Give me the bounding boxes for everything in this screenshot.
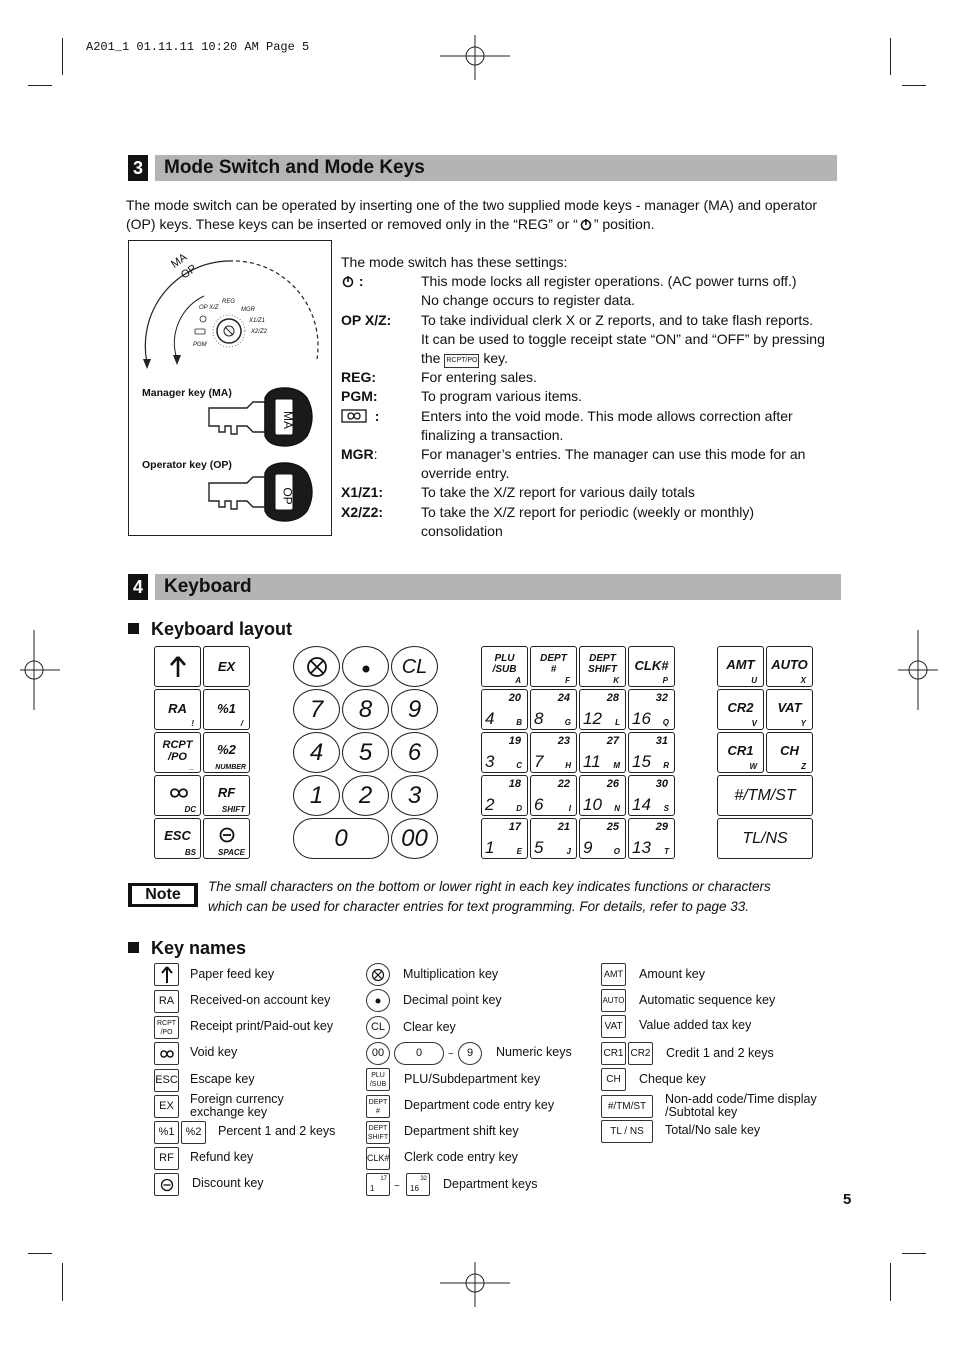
key-name: Cheque key [639,1072,706,1086]
key-name: PLU/Subdepartment key [404,1072,541,1086]
section-header-bar [155,574,841,600]
tl-ns-key-icon: TL / NS [601,1120,653,1143]
crop-mark [28,1253,52,1254]
plu-sub-key[interactable]: PLU /SUB A [481,646,528,687]
pos-label-x2z2: X2/Z2 [251,329,268,335]
dept-key-upper-number: 22 [557,778,570,790]
multiply-icon [306,656,328,678]
pos-label-reg: REG [222,299,236,305]
dept-key-number: 7 [534,752,544,771]
dept-key-upper-number: 18 [508,778,521,790]
page-number: 5 [843,1191,852,1208]
tl-ns-key[interactable]: TL/NS [717,818,813,859]
bullet-icon [128,942,139,953]
numeric-key[interactable]: 1 [293,775,340,816]
department-key[interactable] [481,689,528,730]
key-name: Percent 1 and 2 keys [218,1124,336,1138]
dept-key-upper-number: 21 [557,821,570,833]
paper-feed-key[interactable] [154,646,201,687]
pos-label-mgr: MGR [241,307,255,313]
note-text: The small characters on the bottom or lower right in each key indicates functions or characters which can be used for character entries for text programming. For details, refer to page 33. [208,879,771,914]
department-key[interactable] [530,775,577,816]
power-off-icon [341,275,355,288]
numeric-key[interactable]: 7 [293,689,340,730]
dept-key-upper-number: 19 [508,735,521,747]
percent-1-key-icon: %1 [154,1121,179,1144]
department-key[interactable] [628,732,675,773]
dept-key-letter: R [663,761,669,770]
pos-label-x1z1: X1/Z1 [249,318,266,324]
dept-key-letter: D [516,804,522,813]
dept-key-number: 11 [583,752,601,771]
section-title: Mode Switch and Mode Keys [164,157,425,178]
tm-st-key-icon: #/TM/ST [601,1095,653,1118]
arc-label-ma: MA [169,251,190,271]
crop-mark [28,85,52,86]
registration-mark [435,35,515,80]
key-names-title: Key names [128,938,246,959]
dept-key-number: 15 [632,752,651,771]
key-name: Automatic sequence key [639,993,776,1007]
dept-key-number: 9 [583,838,593,857]
setting-row: REG: For entering sales. [341,369,537,386]
key-name: Clerk code entry key [404,1150,518,1164]
setting-row: PGM: To program various items. [341,388,583,405]
key-name: Non-add code/Time display /Subtotal key [665,1092,817,1119]
intro-line: (OP) keys. These keys can be inserted or removed only in the “REG” or “ ” position. [126,216,655,232]
key-name: Department shift key [404,1124,519,1138]
esc-key-icon: ESC [154,1069,179,1092]
dept-key-upper-number: 20 [508,692,521,704]
plu-sub-key-icon: PLU /SUB [366,1068,390,1091]
setting-row: : Enters into the void mode. This mode allows correction after finalizing a transaction. [341,407,841,445]
crop-mark [890,1263,891,1301]
dept-key-letter: G [564,718,571,727]
mode-settings-list [341,253,841,541]
key-name: Paper feed key [190,967,275,981]
cr2-key[interactable]: CR2 V [717,689,764,730]
key-name: Void key [190,1045,238,1059]
decimal-point-key-icon [366,989,390,1012]
minus-circle-icon [160,1178,174,1192]
ch-key[interactable]: CH Z [766,732,813,773]
department-key[interactable] [481,732,528,773]
key-name: Department code entry key [404,1098,555,1112]
rf-key[interactable]: RF SHIFT [203,775,250,816]
section-title: Keyboard [164,576,252,597]
auto-key[interactable]: AUTO X [766,646,813,687]
dept-key-number: 10 [583,795,602,814]
dept-key-1-icon: 17 1 [366,1173,390,1196]
rcpt-po-key-icon: RCPT /PO [154,1016,179,1039]
intro-line: The mode switch can be operated by inserting one of the two supplied mode keys - manager (MA) and operator [126,197,818,213]
dept-key-letter: J [566,847,571,856]
keyboard-layout-title: Keyboard layout [128,619,292,640]
dept-key-letter: C [516,761,522,770]
crop-mark [890,38,891,75]
dept-key-16-icon: 32 16 [406,1173,430,1196]
setting-row: OP X/Z: To take individual clerk X or Z reports, and to take flash reports. It can be used to toggle receipt state “ON” and “OFF” by pressing the RCPT/PO key. [341,311,825,367]
dept-key-upper-number: 29 [655,821,668,833]
multiplication-key-icon [366,963,390,986]
dept-key-letter: T [664,847,669,856]
amt-key-icon: AMT [601,963,626,986]
mode-arc-diagram [129,241,333,391]
key-name: Foreign currency exchange key [190,1092,284,1119]
vat-key-icon: VAT [601,1015,626,1038]
department-key[interactable] [579,732,626,773]
cr1-key[interactable]: CR1 W [717,732,764,773]
dept-key-letter: O [613,847,620,856]
settings-intro: The mode switch has these settings: [341,254,568,270]
dot-icon [361,664,371,674]
ex-key-icon: EX [154,1095,179,1118]
numeric-key[interactable]: 2 [342,775,389,816]
department-key[interactable] [530,818,577,859]
section-number: 4 [128,574,148,600]
multiply-icon [371,968,385,982]
clear-key-icon: CL [366,1016,390,1039]
key-name: Amount key [639,967,706,981]
ch-key-icon: CH [601,1068,626,1091]
key-name: Total/No sale key [665,1123,761,1137]
dept-key-upper-number: 23 [557,735,570,747]
ma-tag: MA [281,411,295,429]
dept-key-number: 5 [534,838,544,857]
dept-key-upper-number: 24 [557,692,570,704]
dept-key-letter: B [516,718,522,727]
mode-switch-diagram [128,240,332,536]
dept-key-upper-number: 17 [508,821,521,833]
numeric-key[interactable]: 8 [342,689,389,730]
registration-mark [435,1262,515,1307]
key-name: Numeric keys [496,1045,572,1059]
crop-mark [62,38,63,75]
operator-key-label: Operator key (OP) [142,459,232,471]
key-name: Discount key [192,1176,264,1190]
key-name: Multiplication key [403,967,499,981]
ra-key[interactable]: RA ! [154,689,201,730]
department-key[interactable] [579,775,626,816]
dept-key-letter: H [565,761,571,770]
key-name: Decimal point key [403,993,502,1007]
dept-key-letter: N [614,804,620,813]
key-name: Escape key [190,1072,255,1086]
percent-2-key-icon: %2 [181,1121,206,1144]
discount-key-icon [154,1173,179,1196]
clerk-code-key[interactable]: CLK# P [628,646,675,687]
department-key[interactable] [628,689,675,730]
numeric-key[interactable]: 4 [293,732,340,773]
up-arrow-icon [160,966,174,984]
setting-row: X2/Z2: To take the X/Z report for periodic (weekly or monthly) consolidation [341,503,755,539]
dot-icon [374,997,382,1005]
dept-key-number: 14 [632,795,651,814]
department-key[interactable] [530,732,577,773]
department-key[interactable] [628,775,675,816]
pos-label-pgm: PGM [193,342,207,348]
rf-key-icon: RF [154,1147,179,1170]
clerk-code-key-icon: CLK# [366,1147,390,1170]
dept-key-letter: I [568,804,571,813]
registration-mark [898,630,938,710]
key-name: Received-on account key [190,993,331,1007]
tm-st-key[interactable]: #/TM/ST [717,775,813,816]
vat-key[interactable]: VAT Y [766,689,813,730]
decimal-point-key[interactable] [342,646,389,687]
void-key[interactable]: DC [154,775,201,816]
ex-key[interactable]: EX [203,646,250,687]
department-key[interactable] [530,689,577,730]
setting-row: X1/Z1: To take the X/Z report for various daily totals [341,484,695,501]
dept-key-number: 12 [583,709,602,728]
manager-key-label: Manager key (MA) [142,387,232,399]
arc-label-op: OP [178,262,199,282]
dept-shift-key-icon: DEPT SHIFT [366,1121,390,1144]
department-key[interactable] [579,689,626,730]
crop-mark [902,1253,926,1254]
numeric-key[interactable]: 6 [391,732,438,773]
numeric-key[interactable]: 9 [391,689,438,730]
paper-feed-icon [168,655,188,679]
double-zero-key-icon: 00 [366,1042,390,1065]
dept-code-key[interactable]: DEPT # F [530,646,577,687]
dept-code-key-icon: DEPT # [366,1095,390,1118]
cr1-key-icon: CR1 [601,1042,626,1065]
dept-key-upper-number: 30 [655,778,668,790]
dept-key-number: 2 [485,795,495,814]
dept-key-number: 16 [632,709,651,728]
dept-key-upper-number: 25 [606,821,619,833]
range-tilde: ~ [394,1181,400,1192]
dept-key-upper-number: 28 [606,692,619,704]
power-off-icon [578,218,594,231]
section-number: 3 [128,155,148,181]
multiplication-key[interactable] [293,646,340,687]
void-icon [158,1048,176,1060]
dept-key-letter: M [613,761,620,770]
range-tilde: ~ [448,1049,454,1060]
setting-row: MGR: For manager’s entries. The manager can use this mode for an override entry. [341,446,806,482]
dept-key-upper-number: 31 [655,735,668,747]
dept-key-upper-number: 27 [606,735,619,747]
discount-key[interactable]: SPACE [203,818,250,859]
department-key[interactable] [481,775,528,816]
dept-key-number: 6 [534,795,544,814]
zero-key-icon: 0 [394,1042,444,1065]
crop-mark [902,85,926,86]
manager-key-icon [207,386,327,448]
operator-key-icon [207,461,327,523]
numeric-key[interactable]: 5 [342,732,389,773]
percent-2-key[interactable]: %2 NUMBER [203,732,250,773]
void-mode-icon [341,409,367,423]
department-key[interactable] [628,818,675,859]
note-badge: Note [128,883,198,907]
key-name: Credit 1 and 2 keys [666,1046,774,1060]
auto-key-icon: AUTO [601,989,626,1012]
void-icon [168,786,190,800]
dept-key-number: 4 [485,709,495,728]
dept-key-upper-number: 32 [655,692,668,704]
key-name: Value added tax key [639,1018,752,1032]
dept-key-letter: E [516,847,522,856]
dept-key-upper-number: 26 [606,778,619,790]
intro-paragraph [126,196,846,234]
dept-key-number: 3 [485,752,495,771]
amt-key[interactable]: AMT U [717,646,764,687]
paper-feed-key-icon [154,963,179,986]
rcpt-po-key[interactable]: RCPT /PO _ [154,732,201,773]
department-key[interactable] [481,818,528,859]
numeric-key[interactable]: 3 [391,775,438,816]
setting-row: : This mode locks all register operations. (AC power turns off.) No change occurs to register data. [341,272,841,310]
key-name: Refund key [190,1150,254,1164]
numeric-key-zero[interactable]: 0 [293,818,389,859]
clear-key[interactable]: CL [391,646,438,687]
bullet-icon [128,623,139,634]
department-key[interactable] [579,818,626,859]
dept-key-letter: L [615,718,620,727]
pos-label-opxz: OP X/Z [199,305,219,311]
void-key-icon [154,1042,179,1065]
minus-circle-icon [219,827,235,843]
nine-key-icon: 9 [458,1042,482,1065]
crop-mark [62,1263,63,1301]
op-tag: OP [280,487,295,505]
percent-1-key[interactable]: %1 / [203,689,250,730]
ra-key-icon: RA [154,990,179,1013]
dept-shift-key[interactable]: DEPT SHIFT K [579,646,626,687]
dept-key-number: 1 [485,838,495,857]
dept-key-number: 13 [632,838,651,857]
dept-key-number: 8 [534,709,544,728]
key-name: Department keys [443,1177,538,1191]
cr2-key-icon: CR2 [628,1042,653,1065]
numeric-key-double-zero[interactable]: 00 [391,818,438,859]
registration-mark [20,630,60,710]
key-name: Clear key [403,1020,456,1034]
rcpt-po-key-icon: RCPT/PO [444,354,479,368]
esc-key[interactable]: ESC BS [154,818,201,859]
print-header: A201_1 01.11.11 10:20 AM Page 5 [86,40,310,54]
key-name: Receipt print/Paid-out key [190,1019,334,1033]
dept-key-letter: S [663,804,669,813]
dept-key-letter: Q [662,718,669,727]
